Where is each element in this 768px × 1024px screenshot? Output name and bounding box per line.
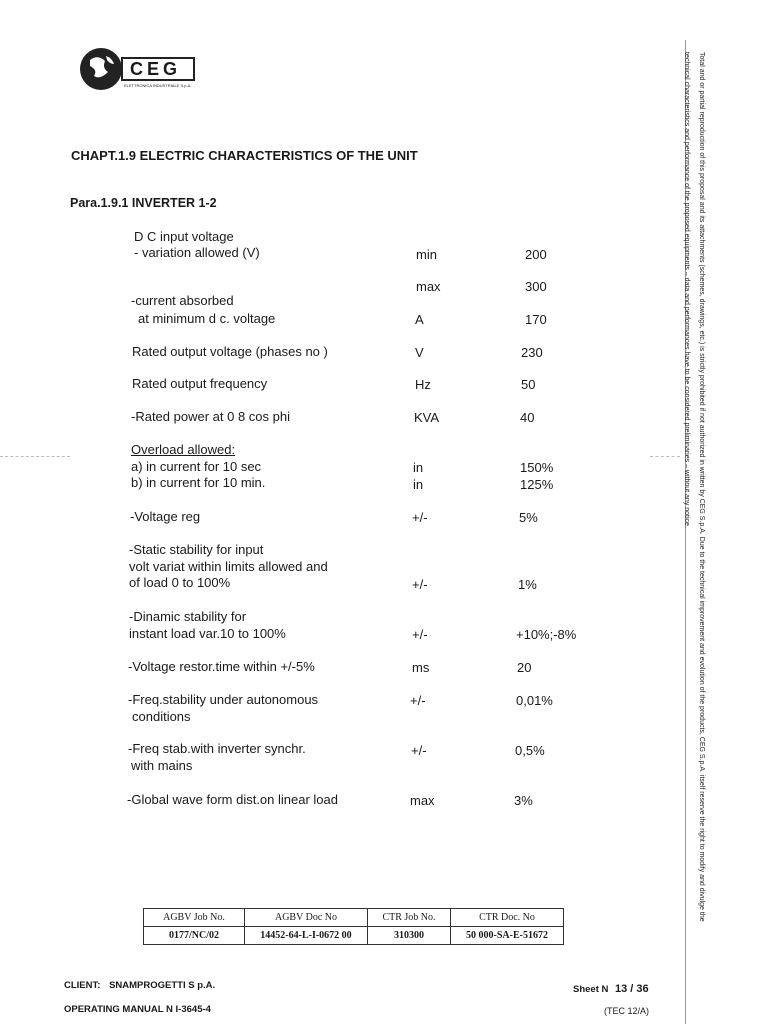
overload-b-unit: in xyxy=(413,477,424,492)
dc-min-unit: min xyxy=(416,247,437,262)
paragraph-title: Para.1.9.1 INVERTER 1-2 xyxy=(70,196,217,210)
table-cell: 0177/NC/02 xyxy=(144,927,245,945)
legal-notice-line-2: technical characteristics and performance of the proposed equipments – data and performances have to be considered preliminaries – without any notice. xyxy=(683,52,690,528)
current-label: -current absorbed xyxy=(131,293,234,308)
legal-notice-line-1: Total and or partial reproduction of this proposal and its attachments (schemes, drawings, etc.) is strictly prohibited if not authorized in written by CEG S.p.A. Due to the technical improvement and evolution of the products, CEG S.p.A. itself reserve the right to modify and divulge the xyxy=(698,52,705,922)
freq-sync-label-2: with mains xyxy=(131,758,193,773)
freq-sync-label: -Freq stab.with inverter synchr. xyxy=(128,741,306,756)
rated-power-value: 40 xyxy=(520,410,535,425)
divider-right xyxy=(650,456,680,458)
rated-voltage-unit: V xyxy=(415,345,424,360)
reference-table xyxy=(143,908,564,945)
freq-stability-label: -Freq.stability under autonomous xyxy=(128,692,319,707)
dynamic-stability-label: -Dinamic stability for xyxy=(129,609,247,624)
divider-left xyxy=(0,456,70,458)
voltage-reg-unit: +/- xyxy=(412,510,428,525)
overload-a-value: 150% xyxy=(520,460,554,475)
client-line xyxy=(64,980,215,991)
static-stability-label: -Static stability for input xyxy=(129,542,264,557)
dynamic-stability-value: +10%;-8% xyxy=(516,627,577,642)
static-stability-value: 1% xyxy=(518,577,537,592)
client-label: CLIENT: xyxy=(64,980,101,991)
company-logo xyxy=(78,46,198,92)
chapter-title: CHAPT.1.9 ELECTRIC CHARACTERISTICS OF THE UNIT xyxy=(71,148,418,163)
client-name: SNAMPROGETTI S p.A. xyxy=(109,980,216,991)
voltage-restore-label: -Voltage restor.time within +/-5% xyxy=(128,659,315,674)
table-cell: 310300 xyxy=(368,927,451,945)
rated-frequency-unit: Hz xyxy=(415,377,431,392)
wave-distortion-label: -Global wave form dist.on linear load xyxy=(127,792,338,807)
freq-sync-value: 0,5% xyxy=(515,743,545,758)
dynamic-stability-unit: +/- xyxy=(412,627,428,642)
table-cell: 14452-64-L-I-0672 00 xyxy=(245,927,368,945)
table-row xyxy=(144,927,564,945)
voltage-reg-value: 5% xyxy=(519,510,538,525)
overload-a-unit: in xyxy=(413,460,424,475)
static-stability-unit: +/- xyxy=(412,577,428,592)
table-header: AGBV Job No. xyxy=(144,909,245,927)
current-label-2: at minimum d c. voltage xyxy=(138,311,276,326)
voltage-restore-unit: ms xyxy=(412,660,430,675)
table-header: AGBV Doc No xyxy=(245,909,368,927)
dc-max-value: 300 xyxy=(525,279,547,294)
dc-variation-label: - variation allowed (V) xyxy=(134,245,260,260)
legal-notice xyxy=(682,52,706,922)
sheet-label: Sheet N xyxy=(573,984,609,995)
logo-subtext: ELETTRONICA INDUSTRIALE S.p.A. xyxy=(124,83,192,88)
rated-voltage-label: Rated output voltage (phases no ) xyxy=(132,344,328,359)
rated-frequency-label: Rated output frequency xyxy=(132,376,268,391)
overload-heading: Overload allowed: xyxy=(131,442,236,457)
table-header: CTR Doc. No xyxy=(451,909,564,927)
wave-distortion-unit: max xyxy=(410,793,435,808)
voltage-restore-value: 20 xyxy=(517,660,532,675)
freq-stability-unit: +/- xyxy=(410,693,426,708)
dynamic-stability-label-2: instant load var.10 to 100% xyxy=(129,626,286,641)
rated-voltage-value: 230 xyxy=(521,345,543,360)
dc-input-label: D C input voltage xyxy=(134,229,234,244)
sheet-number xyxy=(573,983,649,995)
table-header: CTR Job No. xyxy=(368,909,451,927)
freq-stability-value: 0,01% xyxy=(516,693,553,708)
current-value: 170 xyxy=(525,312,547,327)
logo-brand: CEG xyxy=(130,59,182,79)
current-unit: A xyxy=(415,312,424,327)
overload-a-label: a) in current for 10 sec xyxy=(131,459,262,474)
tec-code: (TEC 12/A) xyxy=(604,1006,650,1016)
dc-max-unit: max xyxy=(416,279,441,294)
table-cell: 50 000-SA-E-51672 xyxy=(451,927,564,945)
rated-power-label: -Rated power at 0 8 cos phi xyxy=(131,409,290,424)
freq-stability-label-2: conditions xyxy=(132,709,191,724)
table-header-row xyxy=(144,909,564,927)
overload-b-value: 125% xyxy=(520,477,554,492)
sheet-value: 13 / 36 xyxy=(615,983,649,995)
freq-sync-unit: +/- xyxy=(411,743,427,758)
voltage-reg-label: -Voltage reg xyxy=(130,509,201,524)
rated-power-unit: KVA xyxy=(414,410,440,425)
overload-b-label: b) in current for 10 min. xyxy=(131,475,266,490)
rated-frequency-value: 50 xyxy=(521,377,536,392)
dc-min-value: 200 xyxy=(525,247,547,262)
wave-distortion-value: 3% xyxy=(514,793,533,808)
operating-manual: OPERATING MANUAL N I-3645-4 xyxy=(64,1004,211,1015)
static-stability-label-3: of load 0 to 100% xyxy=(129,575,231,590)
static-stability-label-2: volt variat within limits allowed and xyxy=(129,559,328,574)
